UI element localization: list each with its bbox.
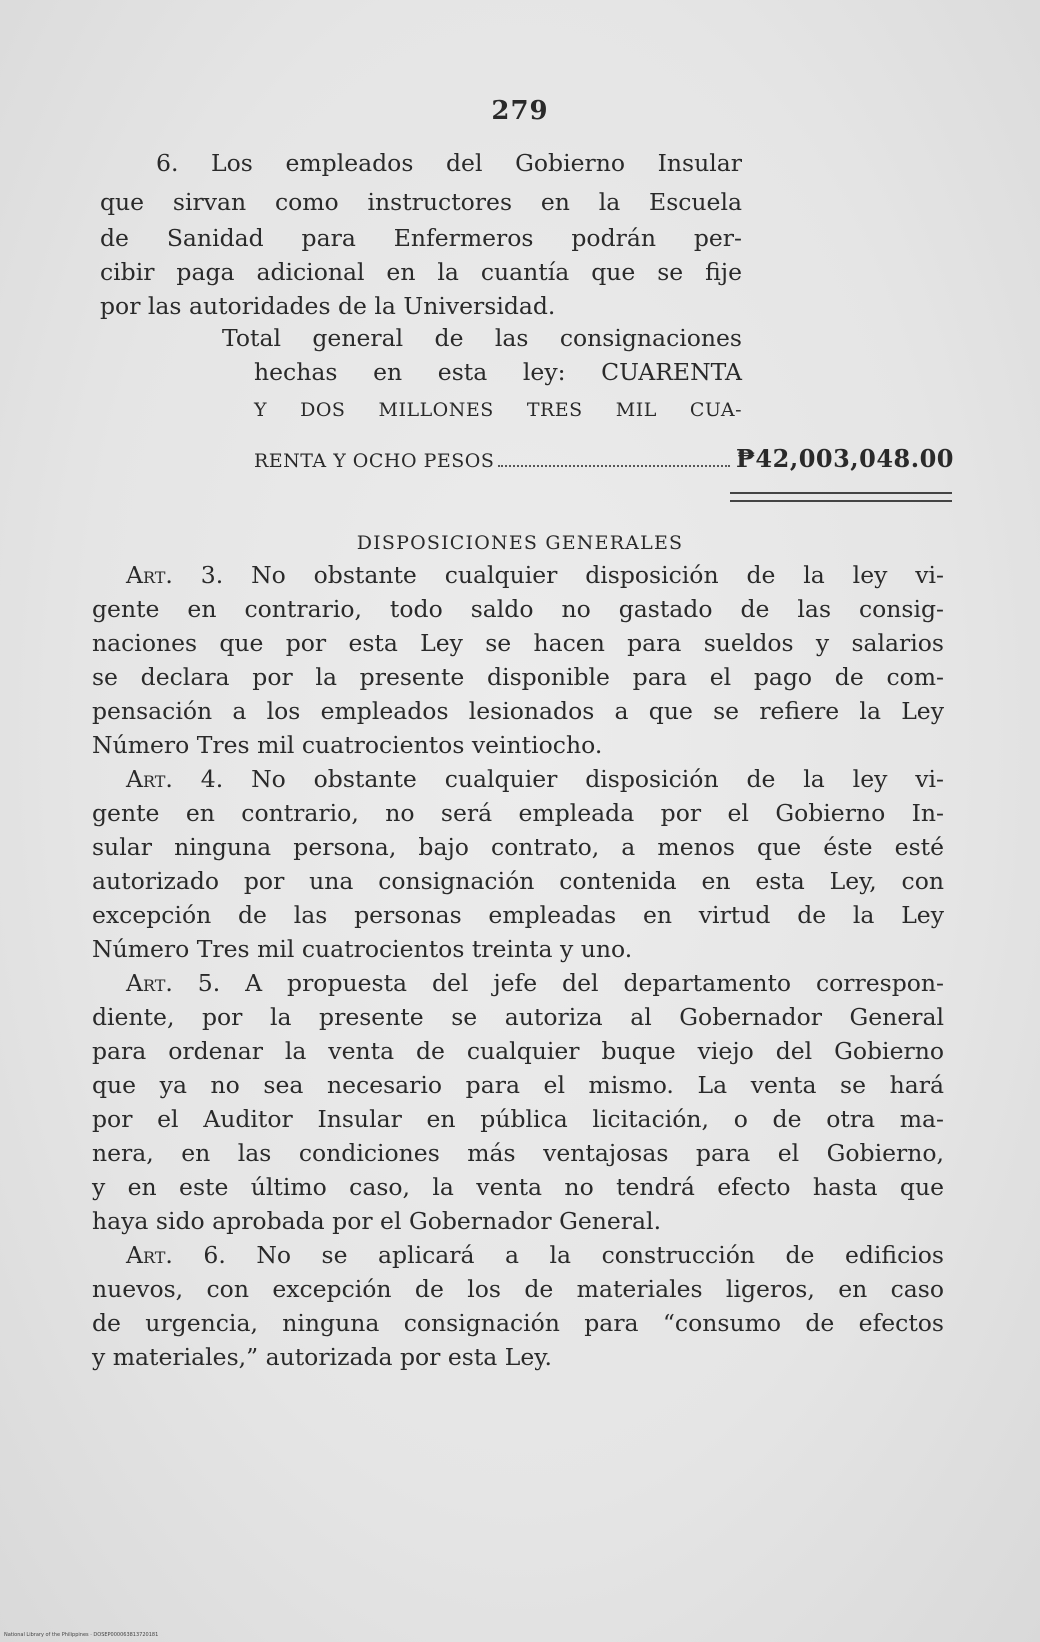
article-text: A propuesta del jefe del departamento correspon- [245,969,944,997]
article-line: por el Auditor Insular en pública licitación, o de otra ma- [92,1105,944,1133]
article-line: nera, en las condiciones más ventajosas para el Gobierno, [92,1139,944,1167]
article-label: Art. 6. [126,1241,226,1269]
article-line: y materiales,” autorizada por esta Ley. [92,1343,552,1371]
article-line: para ordenar la venta de cualquier buque viejo del Gobierno [92,1037,944,1065]
total-line: hechas en esta ley: CUARENTA [254,358,742,386]
item6-line: que sirvan como instructores en la Escuela [100,188,742,216]
article-line: Número Tres mil cuatrocientos veintiocho. [92,731,603,759]
article-text: No se aplicará a la construcción de edificios [256,1241,944,1269]
article-line: haya sido aprobada por el Gobernador General. [92,1207,662,1235]
article-line: que ya no sea necesario para el mismo. La venta se hará [92,1071,944,1099]
article-line [126,560,944,590]
article-text: No obstante cualquier disposición de la ley vi- [251,765,944,793]
total-line: Y DOS MILLONES TRES MIL CUA- [254,399,742,421]
total-amount: ₱42,003,048.00 [735,444,954,473]
article-line: gente en contrario, no será empleada por el Gobierno In- [92,799,944,827]
article-line: pensación a los empleados lesionados a que se refiere la Ley [92,697,944,725]
total-line: RENTA Y OCHO PESOS [254,450,495,472]
article-line: nuevos, con excepción de los de materiales ligeros, en caso [92,1275,944,1303]
page-number: 279 [491,96,549,126]
dot-leader [498,465,730,467]
total-line: Total general de las consignaciones [222,324,742,352]
total-amount-row [254,444,954,476]
article-line: se declara por la presente disponible para el pago de com- [92,663,944,691]
article-text: No obstante cualquier disposición de la ley vi- [251,561,944,589]
article-line: autorizado por una consignación contenida en esta Ley, con [92,867,944,895]
article-line [126,764,944,794]
item6-line: 6. Los empleados del Gobierno Insular [156,149,742,177]
article-line: gente en contrario, todo saldo no gastado de las consig- [92,595,944,623]
article-line: excepción de las personas empleadas en virtud de la Ley [92,901,944,929]
double-rule-divider [730,492,952,502]
article-line [126,968,944,998]
item6-line: por las autoridades de la Universidad. [100,292,556,320]
article-line: diente, por la presente se autoriza al Gobernador General [92,1003,944,1031]
article-label: Art. 3. [126,561,224,589]
article-label: Art. 4. [126,765,224,793]
article-line: de urgencia, ninguna consignación para “consumo de efectos [92,1309,944,1337]
section-heading: DISPOSICIONES GENERALES [356,532,684,554]
scan-footer-note: National Library of the Philippines · DOSEP000063813720181 [4,1632,159,1638]
article-label: Art. 5. [126,969,221,997]
article-line [126,1240,944,1270]
article-line: y en este último caso, la venta no tendrá efecto hasta que [92,1173,944,1201]
item6-line: cibir paga adicional en la cuantía que se fije [100,258,742,286]
item6-line: de Sanidad para Enfermeros podrán per- [100,224,742,252]
article-line: naciones que por esta Ley se hacen para sueldos y salarios [92,629,944,657]
article-line: Número Tres mil cuatrocientos treinta y uno. [92,935,633,963]
article-line: sular ninguna persona, bajo contrato, a menos que éste esté [92,833,944,861]
